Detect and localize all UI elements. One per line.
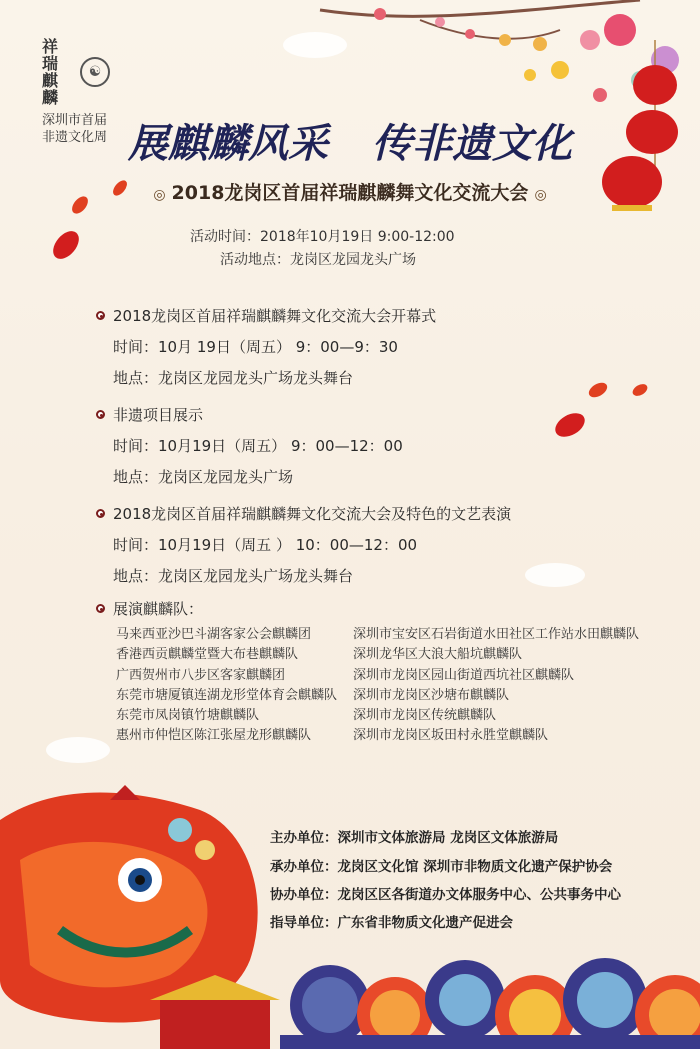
- list-item: 东莞市塘厦镇连湖龙形堂体育会麒麟队: [116, 687, 338, 703]
- organizer-host: 主办单位：深圳市文体旅游局 龙岗区文体旅游局: [270, 830, 559, 846]
- list-item: 深圳市宝安区石岩街道水田社区工作站水田麒麟队: [353, 627, 640, 642]
- list-item: 深圳市龙岗区园山街道西坑社区麒麟队: [353, 667, 575, 683]
- list-item: 深圳市龙岗区坂田村永胜堂麒麟队: [353, 728, 549, 744]
- organizer-guide: 指导单位：广东省非物质文化遗产促进会: [270, 915, 513, 931]
- seal-icon: ☯: [80, 57, 110, 87]
- wave-clouds: [280, 958, 700, 1049]
- list-item: 东莞市凤岗镇竹塘麒麟队: [116, 708, 260, 724]
- section-time: 时间：10月 19日（周五） 9：00—9：30: [113, 338, 398, 356]
- list-item: 深圳龙华区大浪大船坑麒麟队: [353, 647, 523, 663]
- logo-line2: 非遗文化周: [42, 130, 108, 145]
- list-item: 惠州市仲恺区陈江张屋龙形麒麟队: [116, 728, 312, 744]
- section-exhibition: [96, 404, 403, 487]
- organizer-co: 协办单位：龙岗区区各街道办文体服务中心、公共事务中心: [270, 887, 621, 903]
- list-item: 深圳市龙岗区沙塘布麒麟队: [353, 687, 510, 703]
- teams-title: 展演麒麟队：: [113, 600, 204, 618]
- teams-header: [96, 598, 203, 619]
- section-time: 时间：10月19日（周五） 9：00—12：00: [113, 437, 403, 455]
- section-performance: [96, 503, 511, 586]
- section-title: 2018龙岗区首届祥瑞麒麟舞文化交流大会及特色的文艺表演: [113, 505, 512, 523]
- ornament-left-icon: ◎: [153, 187, 166, 203]
- event-time: 活动时间：2018年10月19日 9:00-12:00: [190, 229, 455, 245]
- headline-part2: 传非遗文化: [372, 120, 572, 167]
- organizer-undertaker: 承办单位：龙岗区文化馆 深圳市非物质文化遗产保护协会: [270, 859, 613, 875]
- bullet-icon: [96, 604, 105, 613]
- section-place: 地点：龙岗区龙园龙头广场: [113, 468, 294, 486]
- headline: [0, 112, 700, 169]
- list-item: 深圳市龙岗区传统麒麟队: [353, 708, 497, 724]
- bullet-icon: [96, 311, 105, 320]
- section-title: 2018龙岗区首届祥瑞麒麟舞文化交流大会开幕式: [113, 307, 437, 325]
- list-item: 马来西亚沙巴斗湖客家公会麒麟团: [116, 627, 312, 642]
- team-column-left: [116, 625, 337, 747]
- subtitle-text: 2018龙岗区首届祥瑞麒麟舞文化交流大会: [171, 182, 529, 204]
- bullet-icon: [96, 509, 105, 518]
- list-item: 香港西贡麒麟堂暨大布巷麒麟队: [116, 647, 299, 663]
- bullet-icon: [96, 410, 105, 419]
- section-title: 非遗项目展示: [113, 406, 204, 424]
- section-place: 地点：龙岗区龙园龙头广场龙头舞台: [113, 369, 354, 387]
- ornament-right-icon: ◎: [534, 187, 547, 203]
- headline-part1: 展麒麟风采: [128, 120, 328, 167]
- section-place: 地点：龙岗区龙园龙头广场龙头舞台: [113, 567, 354, 585]
- blossom-branch: [320, 0, 679, 102]
- event-place: 活动地点：龙岗区龙园龙头广场: [220, 252, 416, 268]
- logo-line1: 深圳市首届: [42, 113, 108, 128]
- logo-name: 祥瑞麒麟: [42, 37, 60, 107]
- section-opening: [96, 305, 436, 388]
- list-item: 广西贺州市八步区客家麒麟团: [116, 667, 286, 683]
- event-subtitle: [0, 178, 700, 205]
- team-column-right: [353, 625, 639, 747]
- section-time: 时间：10月19日（周五 ） 10：00—12：00: [113, 536, 418, 554]
